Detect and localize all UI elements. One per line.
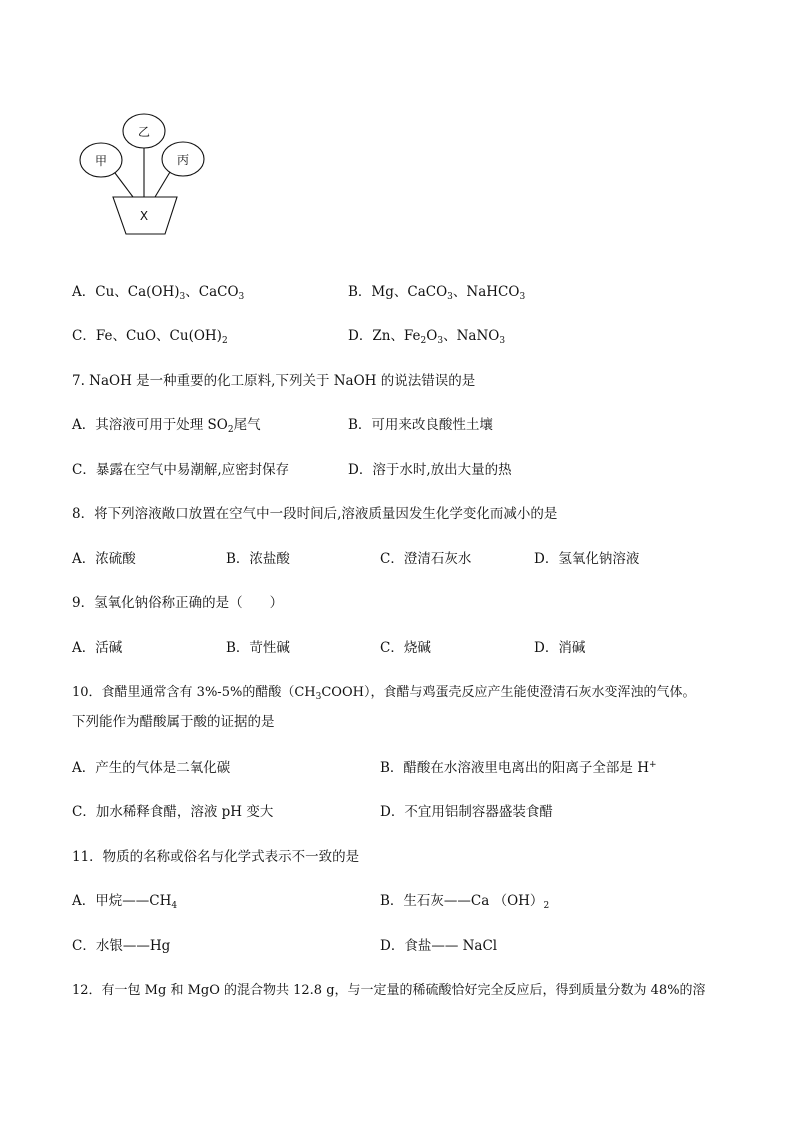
q10-stem-line2: 下列能作为醋酸属于酸的证据的是: [72, 714, 275, 730]
q7-option-c[interactable]: C．暴露在空气中易潮解,应密封保存: [72, 462, 290, 478]
q8-stem: 8．将下列溶液敞口放置在空气中一段时间后,溶液质量因发生化学变化而减小的是: [72, 506, 558, 522]
q6-option-b[interactable]: B．Mg、CaCO$_3$、NaHCO$_3$: [348, 284, 526, 302]
q9-option-c[interactable]: C．烧碱: [380, 640, 431, 656]
q10-option-c[interactable]: C．加水稀释食醋，溶液 pH 变大: [72, 804, 274, 820]
label-bing: 丙: [176, 153, 190, 167]
q7-option-a[interactable]: A．其溶液可用于处理 $SO_2$尾气: [72, 417, 261, 435]
q9-option-a[interactable]: A．活碱: [72, 640, 123, 656]
q11-option-b[interactable]: B．生石灰——Ca $(OH)_2$: [380, 893, 550, 911]
q6-option-c[interactable]: C．Fe、CuO、$Cu(OH)_2$: [72, 328, 228, 346]
label-yi: 乙: [137, 125, 151, 139]
q11-stem: 11．物质的名称或俗名与化学式表示不一致的是: [72, 849, 360, 865]
q7-stem: 7. NaOH 是一种重要的化工原料,下列关于 NaOH 的说法错误的是: [72, 373, 476, 389]
q7-option-b[interactable]: B．可用来改良酸性土壤: [348, 417, 493, 433]
q8-option-c[interactable]: C．澄清石灰水: [380, 551, 472, 567]
q8-option-b[interactable]: B．浓盐酸: [226, 551, 290, 567]
flowerpot-diagram: [78, 108, 208, 238]
q12-stem: 12．有一包 Mg 和 MgO 的混合物共 12.8 g，与一定量的稀硫酸恰好完全反应后，得到质量分数为 48%的溶: [72, 983, 706, 998]
q8-option-d[interactable]: D．氢氧化钠溶液: [534, 551, 640, 567]
q8-option-a[interactable]: A．浓硫酸: [72, 551, 136, 567]
q10-option-d[interactable]: D．不宜用铝制容器盛装食醋: [380, 804, 553, 820]
q6-option-a[interactable]: A．Cu、$Ca(OH)_3$、CaCO$_3$: [72, 284, 245, 302]
q11-option-c[interactable]: C．水银——Hg: [72, 938, 171, 954]
q10-option-b[interactable]: B．醋酸在水溶液里电离出的阳离子全部是 H+: [380, 760, 657, 776]
label-jia: 甲: [94, 154, 108, 168]
q6-option-d[interactable]: D．Zn、$Fe_2O_3$、NaNO$_3$: [348, 328, 506, 346]
q11-option-a[interactable]: A．甲烷$——CH_4$: [72, 893, 178, 911]
q9-stem: 9．氢氧化钠俗称正确的是（ ）: [72, 595, 284, 611]
label-x: X: [139, 209, 149, 223]
q11-option-d[interactable]: D．食盐—— NaCl: [380, 938, 498, 954]
q10-stem-line1: 10．食醋里通常含有 3%-5%的醋酸$(CH_3COOH)$，食醋与鸡蛋壳反应产生能使澄清石灰水变浑浊的气体。: [72, 685, 696, 702]
q9-option-d[interactable]: D．消碱: [534, 640, 586, 656]
q7-option-d[interactable]: D．溶于水时,放出大量的热: [348, 462, 512, 478]
q9-option-b[interactable]: B．苛性碱: [226, 640, 290, 656]
q10-option-a[interactable]: A．产生的气体是二氧化碳: [72, 760, 231, 776]
